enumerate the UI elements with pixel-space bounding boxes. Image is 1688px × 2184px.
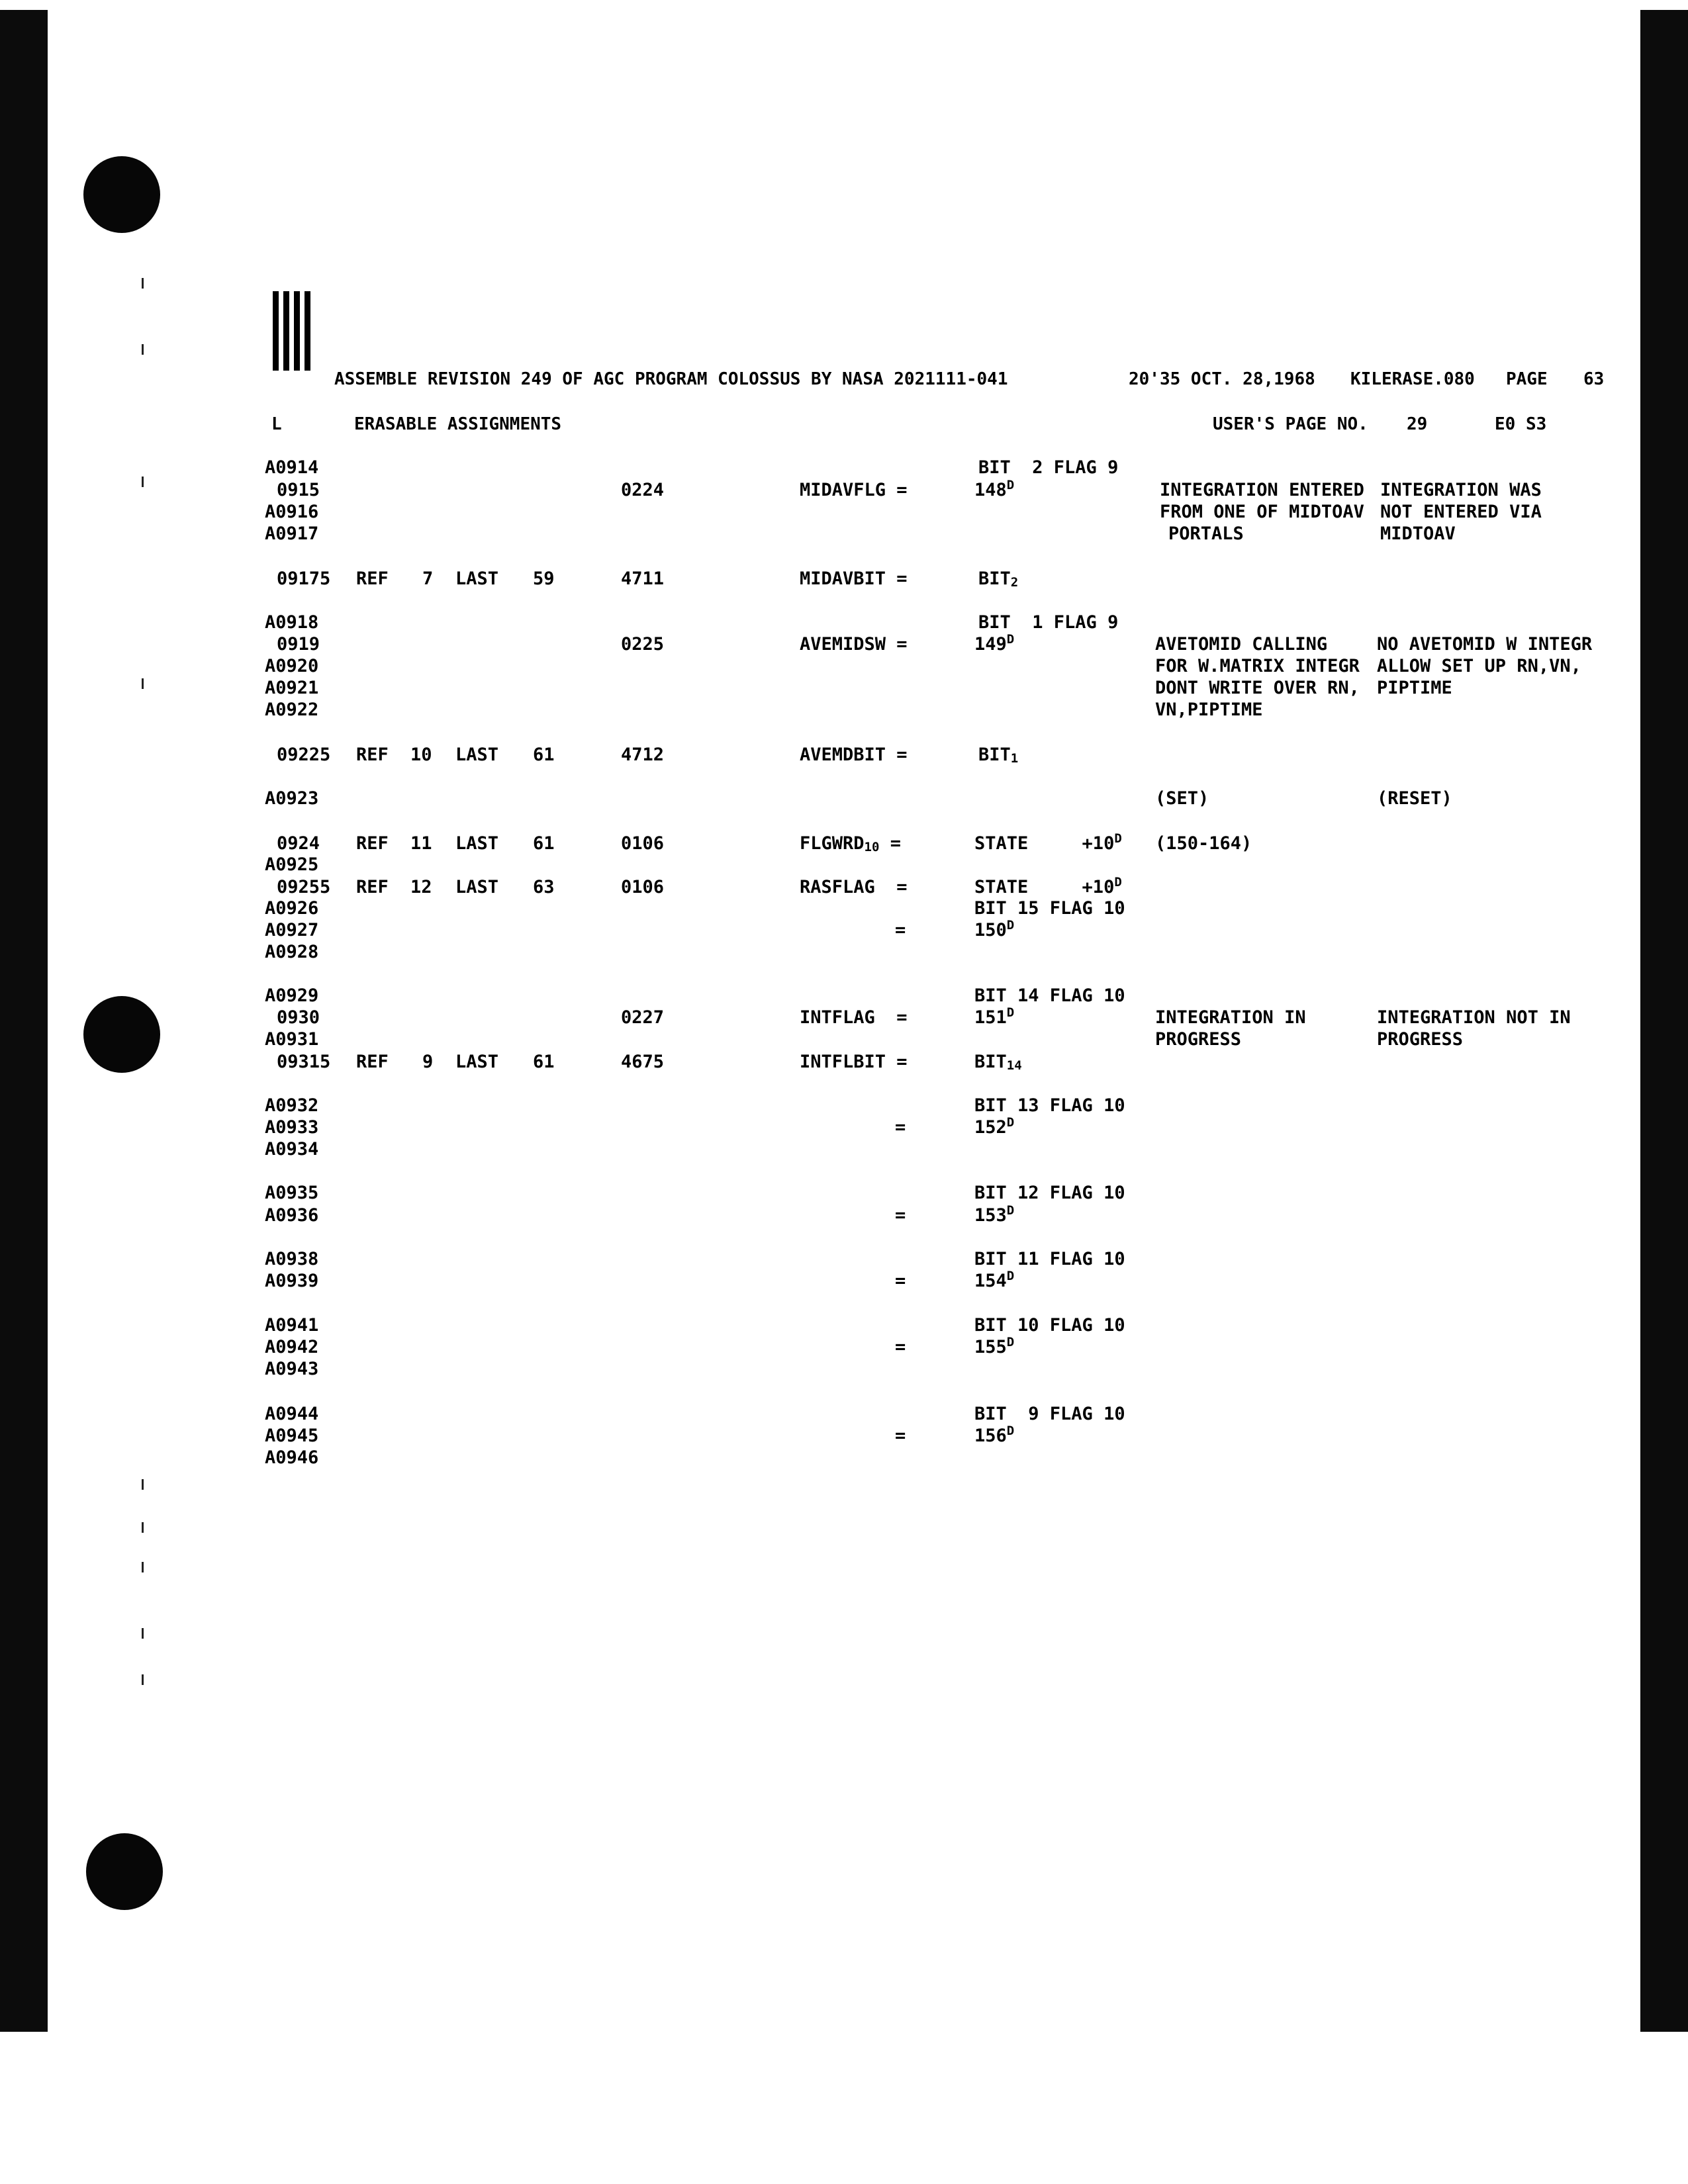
flag-number (974, 1203, 1015, 1227)
bit-label: BIT (978, 745, 1011, 765)
bit-subscript: 2 (1010, 575, 1019, 590)
ref-label: REF (356, 833, 389, 854)
flag-number-value: 148 (974, 480, 1007, 500)
bit-flag: BIT 9 FLAG 10 (974, 1404, 1125, 1424)
reset-comment: MIDTOAV (1380, 523, 1456, 544)
scan-edge-right (1640, 10, 1688, 2032)
line-number: A0933 (265, 1117, 319, 1138)
state-value (974, 875, 1122, 899)
flag-number-value: 156 (974, 1426, 1007, 1446)
decimal-marker: D (1006, 1203, 1015, 1218)
set-comment: PORTALS (1168, 523, 1244, 544)
margin-tick (142, 1674, 144, 1685)
last-label: LAST (455, 1052, 499, 1072)
line-number: A0944 (265, 1404, 319, 1424)
state-label: STATE +10 (974, 833, 1115, 854)
line-number: A0914 (265, 457, 319, 478)
line-number: A0920 (265, 656, 319, 676)
ref-number: 11 (410, 833, 432, 854)
decimal-marker: D (1006, 1269, 1015, 1283)
set-comment: FOR W.MATRIX INTEGR (1155, 656, 1360, 676)
line-number: A0931 (265, 1029, 319, 1050)
bit-flag: BIT 11 FLAG 10 (974, 1249, 1125, 1269)
last-label: LAST (455, 569, 499, 589)
last-label: LAST (455, 877, 499, 897)
flag-number (974, 1426, 1014, 1447)
flag-range: (150-164) (1155, 833, 1252, 854)
flag-number (974, 480, 1014, 502)
bit-flag: BIT 12 FLAG 10 (974, 1183, 1125, 1203)
flag-number-value: 149 (974, 634, 1007, 655)
line-number: 09315 (277, 1052, 331, 1072)
symbol-subscript: 10 (864, 840, 880, 854)
address: 0224 (621, 480, 665, 500)
flag-number-value: 152 (974, 1117, 1007, 1138)
decimal-marker: D (1006, 918, 1015, 933)
address: 4711 (621, 569, 665, 589)
reset-comment: INTEGRATION WAS (1380, 480, 1542, 500)
address: 0225 (621, 634, 665, 655)
line-number: A0929 (265, 985, 319, 1006)
line-number: A0943 (265, 1359, 319, 1379)
bit-flag: BIT 15 FLAG 10 (974, 898, 1125, 919)
reset-comment: PROGRESS (1377, 1029, 1464, 1050)
last-page: 61 (533, 745, 555, 765)
set-comment: INTEGRATION ENTERED (1160, 480, 1364, 500)
kilerase-id: KILERASE.080 (1350, 369, 1475, 389)
flag-number-value: 153 (974, 1205, 1007, 1226)
reset-comment: NO AVETOMID W INTEGR (1377, 634, 1593, 655)
line-number: A0936 (265, 1205, 319, 1226)
line-number: A0927 (265, 920, 319, 940)
flag-number-value: 150 (974, 920, 1007, 940)
equals-sign: = (895, 1205, 906, 1226)
decimal-marker: D (1006, 478, 1015, 492)
line-number: 0915 (277, 480, 320, 500)
scan-edge-left (0, 10, 48, 2032)
equals-sign: = (879, 833, 901, 854)
flag-number-value: 154 (974, 1271, 1007, 1291)
equals-sign: = (895, 1426, 906, 1446)
flag-number-value: 155 (974, 1337, 1007, 1357)
line-number: A0932 (265, 1095, 319, 1116)
margin-tick (142, 1562, 144, 1572)
section-title: ERASABLE ASSIGNMENTS (354, 414, 562, 434)
bit-flag: BIT 10 FLAG 10 (974, 1315, 1125, 1336)
set-comment: PROGRESS (1155, 1029, 1242, 1050)
line-number: A0934 (265, 1139, 319, 1160)
line-number: 0919 (277, 634, 320, 655)
decimal-marker: D (1114, 875, 1122, 889)
line-number: A0945 (265, 1426, 319, 1446)
user-page-number: 29 (1407, 414, 1428, 434)
reset-comment: NOT ENTERED VIA (1380, 502, 1542, 522)
line-number: A0916 (265, 502, 319, 522)
bit-subscript: 1 (1010, 751, 1019, 766)
user-page-label: USER'S PAGE NO. (1213, 414, 1368, 434)
ref-number: 7 (422, 569, 434, 589)
last-label: LAST (455, 833, 499, 854)
flag-number (974, 632, 1015, 656)
reset-header: (RESET) (1377, 788, 1452, 809)
punch-hole-bottom (86, 1833, 163, 1910)
assembly-datetime: 20'35 OCT. 28,1968 (1129, 369, 1315, 389)
symbol-name: INTFLAG = (800, 1007, 908, 1028)
ref-label: REF (356, 877, 389, 897)
set-comment: DONT WRITE OVER RN, (1155, 678, 1360, 698)
ref-number: 9 (422, 1052, 434, 1072)
line-number: A0938 (265, 1249, 319, 1269)
last-page: 61 (533, 833, 555, 854)
line-number: A0926 (265, 898, 319, 919)
symbol-name (800, 834, 901, 855)
flag-number (974, 1335, 1015, 1359)
line-number: A0921 (265, 678, 319, 698)
set-comment: INTEGRATION IN (1155, 1007, 1306, 1028)
ref-number: 10 (410, 745, 432, 765)
state-value (974, 831, 1122, 855)
last-page: 59 (533, 569, 555, 589)
ref-label: REF (356, 745, 389, 765)
line-number: 0930 (277, 1007, 320, 1028)
punch-hole-middle (83, 996, 160, 1073)
decimal-marker: D (1006, 632, 1015, 647)
symbol-name: AVEMDBIT = (800, 745, 908, 765)
line-number: A0917 (265, 523, 319, 544)
last-label: LAST (455, 745, 499, 765)
set-comment: AVETOMID CALLING (1155, 634, 1328, 655)
bit-value (978, 569, 1018, 590)
line-number: A0946 (265, 1447, 319, 1468)
symbol-name: MIDAVFLG = (800, 480, 908, 500)
ref-label: REF (356, 1052, 389, 1072)
punch-hole-top (83, 156, 160, 233)
last-page: 63 (533, 877, 555, 897)
line-number: 09225 (277, 745, 331, 765)
ref-label: REF (356, 569, 389, 589)
set-comment: FROM ONE OF MIDTOAV (1160, 502, 1364, 522)
margin-tick (142, 1479, 144, 1490)
bit-label: BIT (978, 569, 1011, 589)
symbol-name: AVEMIDSW = (800, 634, 908, 655)
page-number: 63 (1583, 369, 1605, 389)
equals-sign: = (895, 1271, 906, 1291)
bit-label: BIT (974, 1052, 1007, 1072)
bit-flag: BIT 14 FLAG 10 (974, 985, 1125, 1006)
bit-flag: BIT 1 FLAG 9 (978, 612, 1119, 633)
equals-sign: = (895, 1337, 906, 1357)
line-number: A0941 (265, 1315, 319, 1336)
bit-value (974, 1052, 1022, 1073)
address: 0227 (621, 1007, 665, 1028)
decimal-marker: D (1006, 1424, 1015, 1438)
margin-tick (142, 278, 144, 289)
ref-number: 12 (410, 877, 432, 897)
symbol-name: INTFLBIT = (800, 1052, 908, 1072)
assembly-title: ASSEMBLE REVISION 249 OF AGC PROGRAM COLOSSUS BY NASA 2021111-041 (334, 369, 1008, 389)
symbol-name: RASFLAG = (800, 877, 908, 897)
equals-sign: = (895, 1117, 906, 1138)
decimal-marker: D (1006, 1335, 1015, 1349)
margin-tick (142, 344, 144, 355)
bit-subscript: 14 (1006, 1058, 1022, 1073)
address: 0106 (621, 877, 665, 897)
reset-comment: PIPTIME (1377, 678, 1452, 698)
line-number: A0942 (265, 1337, 319, 1357)
bit-flag: BIT 13 FLAG 10 (974, 1095, 1125, 1116)
reset-comment: INTEGRATION NOT IN (1377, 1007, 1571, 1028)
flag-number (974, 918, 1015, 942)
line-number: A0928 (265, 942, 319, 962)
flag-number-value: 151 (974, 1007, 1007, 1028)
e-code: E0 S3 (1495, 414, 1547, 434)
set-comment: VN,PIPTIME (1155, 700, 1263, 720)
line-number: A0939 (265, 1271, 319, 1291)
last-page: 61 (533, 1052, 555, 1072)
line-number: A0923 (265, 788, 319, 809)
line-number: A0918 (265, 612, 319, 633)
margin-tick (142, 678, 144, 689)
section-letter: L (271, 414, 282, 434)
bit-flag: BIT 2 FLAG 9 (978, 457, 1119, 478)
page-label: PAGE (1506, 369, 1548, 389)
line-number: A0922 (265, 700, 319, 720)
flag-number (974, 1271, 1014, 1293)
address: 4675 (621, 1052, 665, 1072)
symbol-base: FLGWRD (800, 833, 865, 854)
equals-sign: = (895, 920, 906, 940)
margin-tick (142, 1628, 144, 1639)
bit-value (978, 745, 1018, 766)
margin-tick (142, 1522, 144, 1533)
reset-comment: ALLOW SET UP RN,VN, (1377, 656, 1581, 676)
line-number: A0925 (265, 854, 319, 875)
line-number: A0935 (265, 1183, 319, 1203)
flag-number (974, 1005, 1015, 1029)
decimal-marker: D (1006, 1005, 1015, 1020)
address: 0106 (621, 833, 665, 854)
address: 4712 (621, 745, 665, 765)
flag-number (974, 1115, 1015, 1139)
state-label: STATE +10 (974, 877, 1115, 897)
decimal-marker: D (1114, 831, 1122, 846)
set-header: (SET) (1155, 788, 1209, 809)
margin-tick (142, 477, 144, 487)
line-number: 0924 (277, 833, 320, 854)
line-number: 09175 (277, 569, 331, 589)
barcode-mark (273, 291, 311, 371)
decimal-marker: D (1006, 1115, 1015, 1130)
line-number: 09255 (277, 877, 331, 897)
symbol-name: MIDAVBIT = (800, 569, 908, 589)
